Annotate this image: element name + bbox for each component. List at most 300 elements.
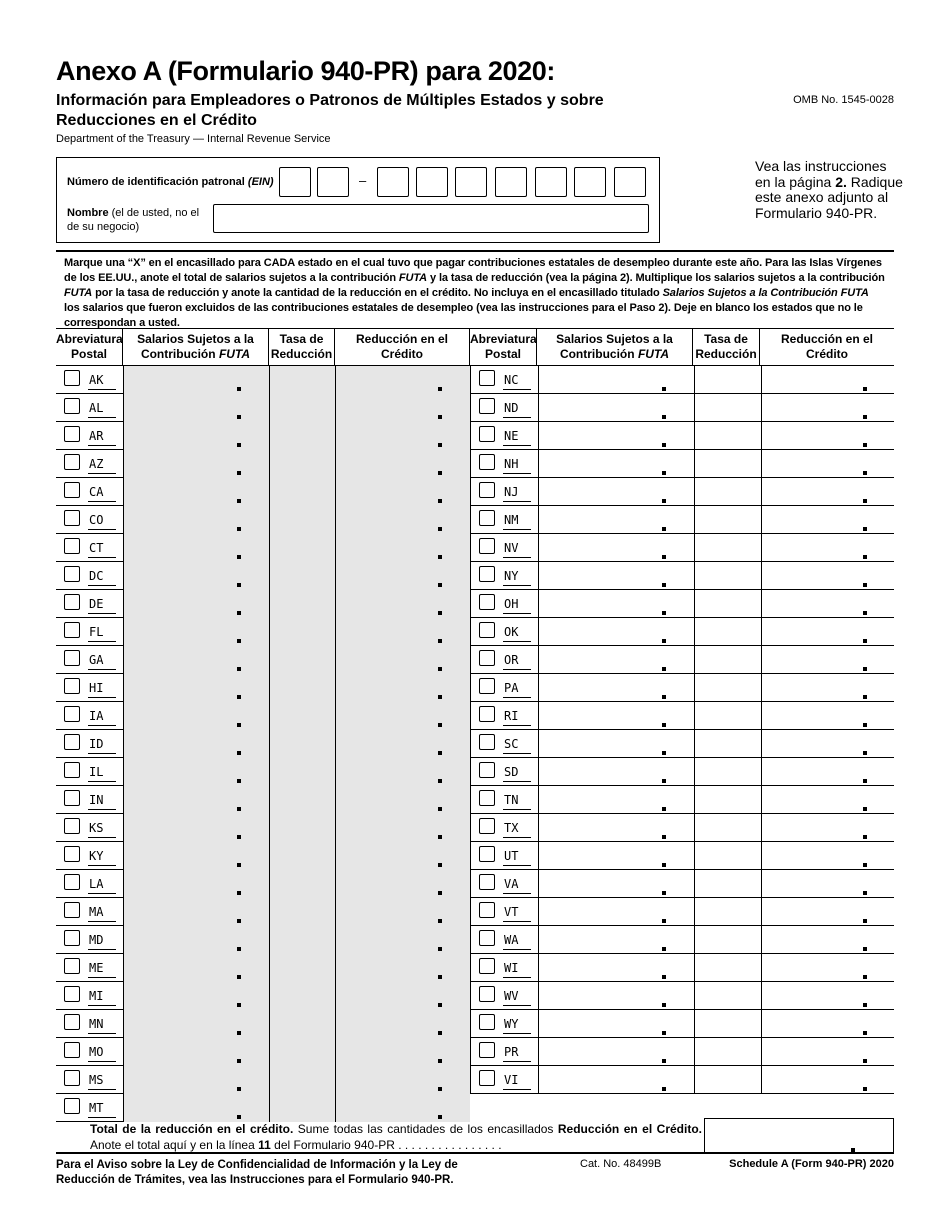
state-checkbox-ar[interactable] [64,426,80,442]
state-checkbox-il[interactable] [64,762,80,778]
abbreviation-underline [88,389,116,390]
credit-reduction-input-vi[interactable] [761,1066,895,1094]
header-credit-line2: Crédito [381,347,423,361]
rate-input-ia[interactable] [269,702,335,730]
rate-input-nj[interactable] [694,478,761,506]
ein-digit-1[interactable] [279,167,311,197]
header-wages-line1: Salarios Sujetos a la [137,332,254,346]
rate-input-ok[interactable] [694,618,761,646]
wages-input-hi[interactable] [123,674,269,702]
wages-input-az[interactable] [123,450,269,478]
rate-input-mo[interactable] [269,1038,335,1066]
ein-label [67,176,274,188]
state-checkbox-md[interactable] [64,930,80,946]
abbreviation-underline [88,473,116,474]
wages-input-al[interactable] [123,394,269,422]
header-credit-line2: Crédito [806,347,848,361]
state-checkbox-ok[interactable] [479,622,495,638]
wages-input-nm[interactable] [538,506,694,534]
instructions-part-3: por la tasa de reducción y anote la cantidad de la reducción en el crédito. No incluya en el encasillado titulado [92,287,663,299]
state-abbreviation: OK [504,625,519,639]
state-row-ma [56,898,470,926]
credit-reduction-input-mn[interactable] [335,1010,470,1038]
wages-input-pa[interactable] [538,674,694,702]
wages-input-vi[interactable] [538,1066,694,1094]
decimal-point [863,387,867,391]
credit-reduction-input-wa[interactable] [761,926,895,954]
ein-digit-5[interactable] [455,167,487,197]
wages-input-la[interactable] [123,870,269,898]
decimal-point [662,527,666,531]
decimal-point [237,1003,241,1007]
wages-input-id[interactable] [123,730,269,758]
state-checkbox-ct[interactable] [64,538,80,554]
abbreviation-underline [503,1089,531,1090]
abbreviation-underline [88,585,116,586]
ein-digit-3[interactable] [377,167,409,197]
decimal-point [662,387,666,391]
wages-input-wv[interactable] [538,982,694,1010]
rate-input-va[interactable] [694,870,761,898]
rate-input-wi[interactable] [694,954,761,982]
ein-digit-2[interactable] [317,167,349,197]
credit-reduction-input-vt[interactable] [761,898,895,926]
wages-input-ct[interactable] [123,534,269,562]
wages-input-ut[interactable] [538,842,694,870]
credit-reduction-input-ma[interactable] [335,898,470,926]
credit-reduction-input-or[interactable] [761,646,895,674]
state-checkbox-pa[interactable] [479,678,495,694]
state-checkbox-nh[interactable] [479,454,495,470]
state-row-ms [56,1066,470,1094]
state-row-nv [470,534,894,562]
state-checkbox-ky[interactable] [64,846,80,862]
wages-input-mn[interactable] [123,1010,269,1038]
credit-reduction-input-de[interactable] [335,590,470,618]
state-row-ga [56,646,470,674]
wages-input-ne[interactable] [538,422,694,450]
credit-reduction-input-nd[interactable] [761,394,895,422]
ein-digit-4[interactable] [416,167,448,197]
state-abbreviation: MS [89,1073,104,1087]
wages-input-or[interactable] [538,646,694,674]
state-row-va [470,870,894,898]
credit-reduction-input-nj[interactable] [761,478,895,506]
rate-input-ks[interactable] [269,814,335,842]
credit-reduction-input-oh[interactable] [761,590,895,618]
state-checkbox-mi[interactable] [64,986,80,1002]
state-checkbox-ak[interactable] [64,370,80,386]
state-abbreviation: MD [89,933,104,947]
credit-reduction-input-az[interactable] [335,450,470,478]
state-checkbox-nd[interactable] [479,398,495,414]
state-checkbox-az[interactable] [64,454,80,470]
rate-input-nh[interactable] [694,450,761,478]
credit-reduction-input-pr[interactable] [761,1038,895,1066]
abbreviation-underline [88,1089,116,1090]
state-checkbox-ga[interactable] [64,650,80,666]
credit-reduction-input-tn[interactable] [761,786,895,814]
rate-input-ri[interactable] [694,702,761,730]
decimal-point [662,779,666,783]
credit-reduction-input-ct[interactable] [335,534,470,562]
rate-input-pr[interactable] [694,1038,761,1066]
wages-input-mi[interactable] [123,982,269,1010]
rate-input-in[interactable] [269,786,335,814]
state-checkbox-me[interactable] [64,958,80,974]
decimal-point [438,1003,442,1007]
state-row-ct [56,534,470,562]
state-row-ar [56,422,470,450]
abbreviation-underline [88,417,116,418]
rate-input-me[interactable] [269,954,335,982]
rate-input-nc[interactable] [694,366,761,394]
form-subtitle: Información para Empleadores o Patronos de Múltiples Estados y sobre Reducciones en el Crédito [56,92,604,129]
credit-reduction-input-ms[interactable] [335,1066,470,1094]
state-checkbox-sc[interactable] [479,734,495,750]
decimal-point [237,835,241,839]
credit-reduction-input-hi[interactable] [335,674,470,702]
credit-reduction-input-mi[interactable] [335,982,470,1010]
state-table-section [56,250,894,1116]
credit-reduction-input-pa[interactable] [761,674,895,702]
state-checkbox-al[interactable] [64,398,80,414]
decimal-point [237,583,241,587]
wages-input-wi[interactable] [538,954,694,982]
ein-digit-7[interactable] [535,167,567,197]
wages-input-sc[interactable] [538,730,694,758]
credit-reduction-input-id[interactable] [335,730,470,758]
rate-input-ca[interactable] [269,478,335,506]
side-instructions-line2: Radique este anexo adjunto al Formulario 940-PR. [755,173,903,221]
wages-input-mo[interactable] [123,1038,269,1066]
decimal-point [662,835,666,839]
decimal-point [863,779,867,783]
credit-reduction-input-nh[interactable] [761,450,895,478]
wages-input-pr[interactable] [538,1038,694,1066]
wages-input-tx[interactable] [538,814,694,842]
rate-input-wv[interactable] [694,982,761,1010]
credit-reduction-input-mo[interactable] [335,1038,470,1066]
rate-input-la[interactable] [269,870,335,898]
credit-reduction-input-al[interactable] [335,394,470,422]
decimal-point [438,835,442,839]
state-row-dc [56,562,470,590]
wages-input-ky[interactable] [123,842,269,870]
state-checkbox-wv[interactable] [479,986,495,1002]
decimal-point [863,1059,867,1063]
credit-reduction-input-ar[interactable] [335,422,470,450]
rate-input-fl[interactable] [269,618,335,646]
rate-input-ms[interactable] [269,1066,335,1094]
wages-input-me[interactable] [123,954,269,982]
decimal-point [237,695,241,699]
state-checkbox-wi[interactable] [479,958,495,974]
state-row-id [56,730,470,758]
credit-reduction-input-ak[interactable] [335,366,470,394]
credit-reduction-input-nm[interactable] [761,506,895,534]
state-row-md [56,926,470,954]
instructions-futa-1: FUTA [398,272,428,284]
wages-input-dc[interactable] [123,562,269,590]
wages-input-nc[interactable] [538,366,694,394]
wages-input-ar[interactable] [123,422,269,450]
abbreviation-underline [503,501,531,502]
header-wages-futa: FUTA [218,347,251,361]
wages-input-wa[interactable] [538,926,694,954]
state-checkbox-wy[interactable] [479,1014,495,1030]
rate-input-nv[interactable] [694,534,761,562]
wages-input-wy[interactable] [538,1010,694,1038]
rate-input-hi[interactable] [269,674,335,702]
total-credit-reduction-input[interactable] [704,1118,894,1154]
wages-input-nd[interactable] [538,394,694,422]
abbreviation-underline [503,697,531,698]
rate-input-pa[interactable] [694,674,761,702]
abbreviation-underline [503,949,531,950]
rate-input-mi[interactable] [269,982,335,1010]
credit-reduction-input-nv[interactable] [761,534,895,562]
state-checkbox-va[interactable] [479,874,495,890]
wages-input-ok[interactable] [538,618,694,646]
credit-reduction-input-in[interactable] [335,786,470,814]
state-checkbox-de[interactable] [64,594,80,610]
decimal-point [237,415,241,419]
credit-reduction-input-ut[interactable] [761,842,895,870]
decimal-point [237,667,241,671]
credit-reduction-input-wi[interactable] [761,954,895,982]
state-checkbox-tx[interactable] [479,818,495,834]
state-checkbox-nc[interactable] [479,370,495,386]
header-credit-right [760,329,894,366]
credit-reduction-input-nc[interactable] [761,366,895,394]
rate-input-dc[interactable] [269,562,335,590]
wages-input-tn[interactable] [538,786,694,814]
rate-input-ky[interactable] [269,842,335,870]
header-rate-line2: Reducción [695,347,757,361]
rate-input-ne[interactable] [694,422,761,450]
credit-reduction-input-ne[interactable] [761,422,895,450]
abbreviation-underline [88,669,116,670]
credit-reduction-input-va[interactable] [761,870,895,898]
state-checkbox-co[interactable] [64,510,80,526]
credit-reduction-input-wy[interactable] [761,1010,895,1038]
credit-reduction-input-il[interactable] [335,758,470,786]
state-checkbox-ma[interactable] [64,902,80,918]
wages-input-md[interactable] [123,926,269,954]
rate-input-wy[interactable] [694,1010,761,1038]
rate-input-tn[interactable] [694,786,761,814]
rate-input-ga[interactable] [269,646,335,674]
rate-input-oh[interactable] [694,590,761,618]
abbreviation-underline [88,445,116,446]
credit-reduction-input-wv[interactable] [761,982,895,1010]
rate-input-il[interactable] [269,758,335,786]
wages-input-ks[interactable] [123,814,269,842]
state-checkbox-la[interactable] [64,874,80,890]
rate-input-or[interactable] [694,646,761,674]
wages-input-nh[interactable] [538,450,694,478]
credit-reduction-input-ky[interactable] [335,842,470,870]
rate-input-id[interactable] [269,730,335,758]
state-checkbox-id[interactable] [64,734,80,750]
state-checkbox-dc[interactable] [64,566,80,582]
state-checkbox-ut[interactable] [479,846,495,862]
header-abbr-left [56,329,123,366]
credit-reduction-input-ri[interactable] [761,702,895,730]
decimal-point [662,919,666,923]
state-checkbox-ca[interactable] [64,482,80,498]
state-checkbox-nm[interactable] [479,510,495,526]
decimal-point [662,723,666,727]
wages-input-ri[interactable] [538,702,694,730]
rate-input-sd[interactable] [694,758,761,786]
rate-input-vi[interactable] [694,1066,761,1094]
state-row-or [470,646,894,674]
wages-input-co[interactable] [123,506,269,534]
state-checkbox-vi[interactable] [479,1070,495,1086]
identification-box [56,157,660,243]
abbreviation-underline [503,389,531,390]
state-checkbox-mt[interactable] [64,1098,80,1114]
rate-input-al[interactable] [269,394,335,422]
rate-input-ma[interactable] [269,898,335,926]
state-checkbox-ri[interactable] [479,706,495,722]
name-input[interactable] [213,204,649,233]
state-checkbox-sd[interactable] [479,762,495,778]
rate-input-md[interactable] [269,926,335,954]
rate-input-co[interactable] [269,506,335,534]
decimal-point [237,1031,241,1035]
decimal-point [863,1087,867,1091]
state-row-vt [470,898,894,926]
rate-input-sc[interactable] [694,730,761,758]
state-abbreviation: GA [89,653,104,667]
wages-input-vt[interactable] [538,898,694,926]
rate-input-nd[interactable] [694,394,761,422]
state-row-il [56,758,470,786]
wages-input-fl[interactable] [123,618,269,646]
wages-input-ny[interactable] [538,562,694,590]
wages-input-sd[interactable] [538,758,694,786]
rate-input-ar[interactable] [269,422,335,450]
state-row-wv [470,982,894,1010]
name-label-bold: Nombre [67,207,109,219]
rate-input-ak[interactable] [269,366,335,394]
decimal-point [662,863,666,867]
ein-digit-9[interactable] [614,167,646,197]
state-checkbox-mo[interactable] [64,1042,80,1058]
state-checkbox-oh[interactable] [479,594,495,610]
decimal-point [662,443,666,447]
credit-reduction-input-la[interactable] [335,870,470,898]
state-abbreviation: KS [89,821,104,835]
wages-input-ms[interactable] [123,1066,269,1094]
state-checkbox-fl[interactable] [64,622,80,638]
credit-reduction-input-fl[interactable] [335,618,470,646]
state-row-ut [470,842,894,870]
credit-reduction-input-ga[interactable] [335,646,470,674]
rate-input-az[interactable] [269,450,335,478]
state-checkbox-vt[interactable] [479,902,495,918]
credit-reduction-input-ca[interactable] [335,478,470,506]
state-checkbox-pr[interactable] [479,1042,495,1058]
rate-input-ct[interactable] [269,534,335,562]
state-checkbox-tn[interactable] [479,790,495,806]
state-checkbox-or[interactable] [479,650,495,666]
state-checkbox-nv[interactable] [479,538,495,554]
state-checkbox-ny[interactable] [479,566,495,582]
wages-input-ia[interactable] [123,702,269,730]
state-checkbox-wa[interactable] [479,930,495,946]
rate-input-tx[interactable] [694,814,761,842]
state-checkbox-nj[interactable] [479,482,495,498]
state-checkbox-ia[interactable] [64,706,80,722]
rate-input-nm[interactable] [694,506,761,534]
state-checkbox-ms[interactable] [64,1070,80,1086]
credit-reduction-input-ia[interactable] [335,702,470,730]
wages-input-ga[interactable] [123,646,269,674]
rate-input-vt[interactable] [694,898,761,926]
credit-reduction-input-ks[interactable] [335,814,470,842]
form-identifier: Schedule A (Form 940-PR) 2020 [729,1158,894,1170]
state-abbreviation: MA [89,905,104,919]
credit-reduction-input-dc[interactable] [335,562,470,590]
decimal-point [662,1003,666,1007]
rate-input-de[interactable] [269,590,335,618]
state-checkbox-mn[interactable] [64,1014,80,1030]
rate-input-wa[interactable] [694,926,761,954]
state-checkbox-in[interactable] [64,790,80,806]
wages-input-il[interactable] [123,758,269,786]
wages-input-de[interactable] [123,590,269,618]
wages-input-nv[interactable] [538,534,694,562]
wages-input-ca[interactable] [123,478,269,506]
header-rate-line1: Tasa de [704,332,748,346]
header-abbr-line1: Abreviatura [470,332,537,346]
credit-reduction-input-ny[interactable] [761,562,895,590]
state-checkbox-ks[interactable] [64,818,80,834]
wages-input-ak[interactable] [123,366,269,394]
ein-digit-8[interactable] [574,167,606,197]
credit-reduction-input-ok[interactable] [761,618,895,646]
decimal-point [662,667,666,671]
credit-reduction-input-sd[interactable] [761,758,895,786]
state-row-nm [470,506,894,534]
credit-reduction-input-co[interactable] [335,506,470,534]
credit-reduction-input-tx[interactable] [761,814,895,842]
state-checkbox-ne[interactable] [479,426,495,442]
abbreviation-underline [88,837,116,838]
ein-digit-6[interactable] [495,167,527,197]
rate-input-mn[interactable] [269,1010,335,1038]
state-checkbox-hi[interactable] [64,678,80,694]
wages-input-oh[interactable] [538,590,694,618]
wages-input-va[interactable] [538,870,694,898]
wages-input-in[interactable] [123,786,269,814]
credit-reduction-input-sc[interactable] [761,730,895,758]
credit-reduction-input-md[interactable] [335,926,470,954]
state-row-nd [470,394,894,422]
wages-input-nj[interactable] [538,478,694,506]
credit-reduction-input-me[interactable] [335,954,470,982]
abbreviation-underline [88,557,116,558]
omb-number: OMB No. 1545-0028 [793,94,894,106]
wages-input-ma[interactable] [123,898,269,926]
rate-input-ut[interactable] [694,842,761,870]
rate-input-ny[interactable] [694,562,761,590]
state-abbreviation: AZ [89,457,104,471]
